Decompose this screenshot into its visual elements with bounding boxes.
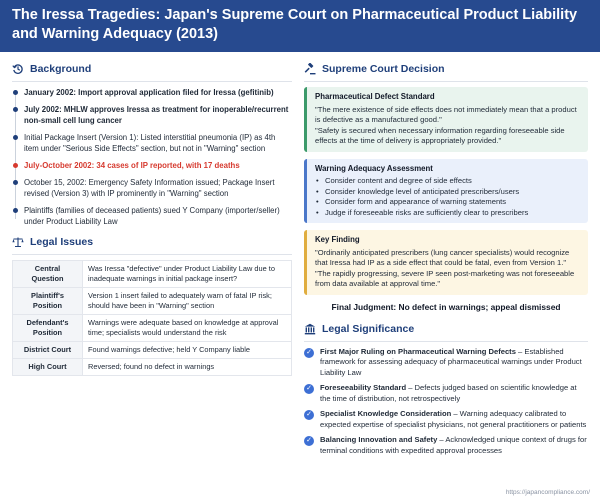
significance-heading: Balancing Innovation and Safety	[320, 435, 438, 444]
warning-assessment-box	[304, 159, 588, 224]
timeline-item	[24, 205, 292, 227]
timeline-dot-icon	[13, 208, 18, 213]
significance-text	[320, 383, 588, 404]
timeline-text: October 15, 2002: Emergency Safety Information issued; Package Insert revised (Version 3) with IP prominently in "Warning" section	[24, 178, 275, 198]
significance-text	[320, 409, 588, 430]
divider	[12, 81, 292, 82]
defect-standard-heading: Pharmaceutical Defect Standard	[315, 92, 435, 101]
timeline-text: July 2002: MHLW approves Iressa as treatment for inoperable/recurrent non-small cell lung cancer	[24, 105, 289, 125]
page-title: The Iressa Tragedies: Japan's Supreme Court on Pharmaceutical Product Liability and Warning Adequacy (2013)	[12, 7, 578, 42]
list-item: • Consider content and degree of side effects	[315, 176, 580, 187]
right-column	[304, 60, 588, 461]
check-circle-icon: ✓	[304, 384, 314, 394]
final-judgment: Final Judgment: No defect in warnings; appeal dismissed	[331, 301, 561, 312]
background-title: Background	[30, 63, 92, 75]
significance-text	[320, 435, 588, 456]
table-row	[13, 288, 292, 315]
defect-standard-quote: "The mere existence of side effects does not immediately mean that a product is defective as a manufactured good."	[315, 104, 577, 124]
list-item	[304, 383, 588, 404]
list-item: • Consider form and appearance of warning statements	[315, 197, 580, 208]
key-finding-quote: "The rapidly progressing, severe IP seen post-marketing was not foreseeable from data available at approval time."	[315, 268, 575, 288]
legal-issues-title: Legal Issues	[30, 236, 94, 248]
check-circle-icon: ✓	[304, 436, 314, 446]
gavel-icon	[304, 63, 316, 75]
significance-list	[304, 347, 588, 457]
table-row	[13, 359, 292, 376]
issue-label: Defendant's Position	[13, 315, 83, 342]
table-row	[13, 315, 292, 342]
list-item	[304, 409, 588, 430]
left-column	[12, 60, 292, 376]
issue-value: Found warnings defective; held Y Company liable	[83, 342, 292, 359]
timeline-text: July-October 2002: 34 cases of IP reported, with 17 deaths	[24, 161, 240, 170]
divider	[304, 341, 588, 342]
significance-description: – Acknowledged unique context of drugs for terminal conditions with expedited approval processes	[320, 435, 587, 455]
check-circle-icon: ✓	[304, 410, 314, 420]
timeline-text: Initial Package Insert (Version 1): Listed interstitial pneumonia (IP) as 4th item under "Serious Side Effects" section, but not in "Warning" section	[24, 133, 276, 153]
timeline-item	[24, 87, 292, 98]
issue-value: Warnings were adequate based on knowledge at approval time; specialists would understand the risk	[83, 315, 292, 342]
key-finding-heading: Key Finding	[315, 235, 360, 244]
warning-assessment-list	[315, 176, 580, 218]
page-header	[0, 0, 600, 52]
significance-title: Legal Significance	[322, 322, 415, 335]
legal-issues-section-title	[12, 233, 292, 251]
timeline-text: Plaintiffs (families of deceased patients) sued Y Company (importer/seller) under Product Liability Law	[24, 206, 280, 226]
timeline-item	[24, 177, 292, 199]
significance-section-title	[304, 320, 588, 338]
decision-title: Supreme Court Decision	[322, 63, 445, 75]
table-row	[13, 342, 292, 359]
history-icon	[12, 63, 24, 75]
warning-assessment-heading: Warning Adequacy Assessment	[315, 163, 433, 173]
timeline-dot-icon	[13, 107, 18, 112]
significance-description: – Defects judged based on scientific knowledge at the time of distribution, not retrospectively	[320, 383, 577, 403]
key-finding-quote: "Ordinarily anticipated prescribers (lung cancer specialists) would recognize that Iressa had IP as a side effect that could be fatal, even from Version 1."	[315, 247, 570, 267]
significance-description: – Warning adequacy calibrated to expected expertise of specialist physicians, not general practitioners or patients	[320, 409, 587, 429]
issue-label: High Court	[13, 359, 83, 376]
timeline-dot-icon	[13, 90, 18, 95]
defect-standard-quote: "Safety is secured when necessary information regarding foreseeable side effects at the time of delivery is appropriately provided."	[315, 125, 565, 145]
significance-heading: First Major Ruling on Pharmaceutical Warning Defects	[320, 346, 516, 356]
significance-heading: Specialist Knowledge Consideration	[320, 409, 452, 418]
issue-value: Reversed; found no defect in warnings	[83, 359, 292, 376]
timeline-dot-icon	[13, 135, 18, 140]
divider	[304, 81, 588, 82]
scales-icon	[12, 236, 24, 248]
background-timeline	[12, 87, 292, 227]
timeline-dot-icon	[13, 163, 18, 168]
significance-heading: Foreseeability Standard	[320, 383, 407, 392]
list-item	[304, 435, 588, 456]
list-item	[304, 347, 588, 379]
timeline-text: January 2002: Import approval application filed for Iressa (gefitinib)	[24, 88, 274, 97]
issue-label: Plaintiff's Position	[13, 288, 83, 315]
issue-value: Version 1 insert failed to adequately warn of fatal IP risk; should have been in "Warning" section	[83, 288, 292, 315]
check-circle-icon: ✓	[304, 348, 314, 358]
timeline-dot-icon	[13, 180, 18, 185]
background-section-title	[12, 60, 292, 78]
issue-label: Central Question	[13, 261, 83, 288]
timeline-item	[24, 132, 292, 154]
significance-text	[320, 347, 588, 379]
source-url: https://japancompliance.com/	[505, 489, 590, 496]
legal-issues-table	[12, 260, 292, 376]
timeline-item	[24, 104, 292, 126]
issue-label: District Court	[13, 342, 83, 359]
list-item: • Consider knowledge level of anticipated prescribers/users	[315, 187, 580, 198]
list-item: • Judge if foreseeable risks are sufficiently clear to prescribers	[315, 208, 580, 219]
issue-value: Was Iressa "defective" under Product Liability Law due to inadequate warnings in initial package insert?	[83, 261, 292, 288]
decision-section-title	[304, 60, 588, 78]
key-finding-box	[304, 230, 588, 295]
timeline-item	[24, 160, 292, 171]
divider	[12, 254, 292, 255]
significance-description: – Established framework for assessing adequacy of pharmaceutical warnings under Product Liability Law	[320, 346, 582, 377]
table-row	[13, 261, 292, 288]
defect-standard-box	[304, 87, 588, 152]
courthouse-icon	[304, 323, 316, 335]
